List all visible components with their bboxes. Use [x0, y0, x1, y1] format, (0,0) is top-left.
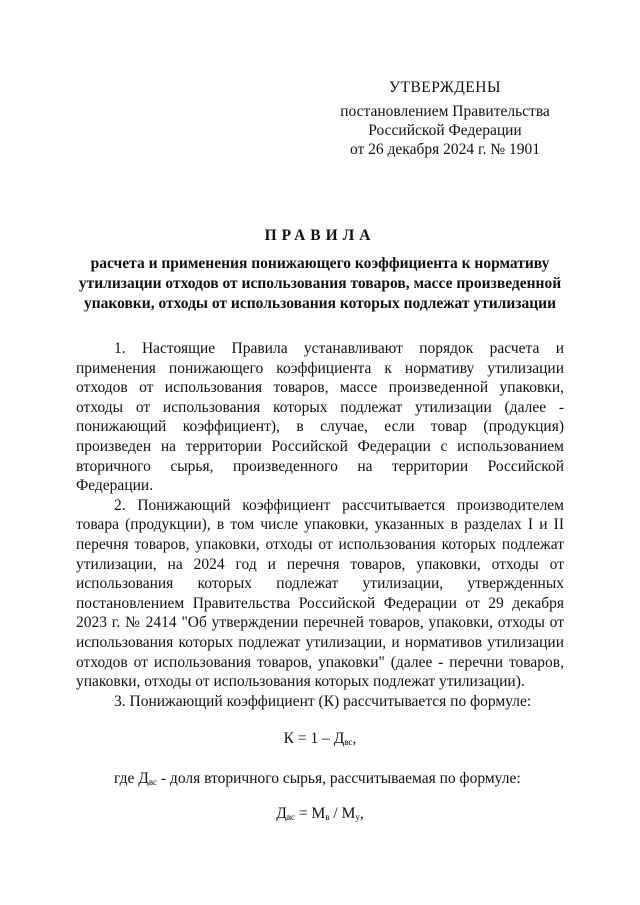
approval-line-1: постановлением Правительства — [340, 103, 550, 120]
formula-k-comma: , — [352, 730, 357, 748]
approval-block — [300, 78, 590, 159]
formula-k-main: К = 1 – Д — [283, 730, 345, 748]
paragraph-1: 1. Настоящие Правила устанавливают порядок расчета и применения понижающего коэффициента к нормативу утилизации отходов от использования товаров, массе произведенной упаковки, отходы от использования которых подлежат утилизации (далее - понижающий коэффициент), в случае, если товар (продукция) произведен на территории Российской Федерации с использованием вторичного сырья, произведенного на территории Российской Федерации. — [76, 340, 564, 495]
paragraph-2: 2. Понижающий коэффициент рассчитывается производителем товара (продукции), в том числе упаковки, указанных в разделах I и II перечня товаров, упаковки, отходы от использования которых подлежат утилизации, на 2024 год и перечня товаров, упаковки, отходы от использования которых подлежат утилизации, утвержденных постановлением Правительства Российской Федерации от 29 декабря 2023 г. № 2414 "Об утверждении перечней товаров, упаковки, отходы от использования которых подлежат утилизации, и нормативов утилизации отходов от использования товаров, упаковки" (далее - перечни товаров, упаковки, отходы от использования которых подлежат утилизации). — [76, 496, 564, 691]
formula-dvs-m-subscript: в — [325, 812, 330, 823]
formula-dvs-slash: / М — [329, 805, 356, 823]
formula-dvs-d-subscript: вс — [286, 812, 296, 823]
formula-dvs — [76, 804, 564, 824]
approval-line-2: Российской Федерации — [368, 122, 522, 139]
document-body — [76, 339, 564, 824]
formula-dvs-mu-subscript: у — [355, 812, 360, 823]
formula-dvs-d: Д — [276, 805, 287, 823]
document-subtitle: расчета и применения понижающего коэффициента к нормативу утилизации отходов от использования товаров, массе произведенной упаковки, отходы от использования которых подлежат утилизации — [78, 255, 562, 312]
where-subscript: вс — [148, 776, 158, 787]
paragraph-3: 3. Понижающий коэффициент (К) рассчитывается по формуле: — [114, 692, 532, 710]
document-heading — [60, 226, 580, 314]
approval-title: УТВЕРЖДЕНЫ — [389, 79, 501, 96]
approval-line-3: от 26 декабря 2024 г. № 1901 — [349, 141, 541, 158]
formula-k-subscript: вс — [344, 737, 353, 748]
where-prefix: где Д — [114, 769, 149, 787]
formula-dvs-eq: = М — [295, 805, 326, 823]
where-text: - доля вторичного сырья, рассчитываемая по формуле: — [157, 769, 521, 787]
formula-k — [76, 729, 564, 749]
formula-dvs-comma: , — [359, 805, 364, 823]
document-title: ПРАВИЛА — [264, 227, 376, 244]
where-clause — [76, 769, 564, 789]
